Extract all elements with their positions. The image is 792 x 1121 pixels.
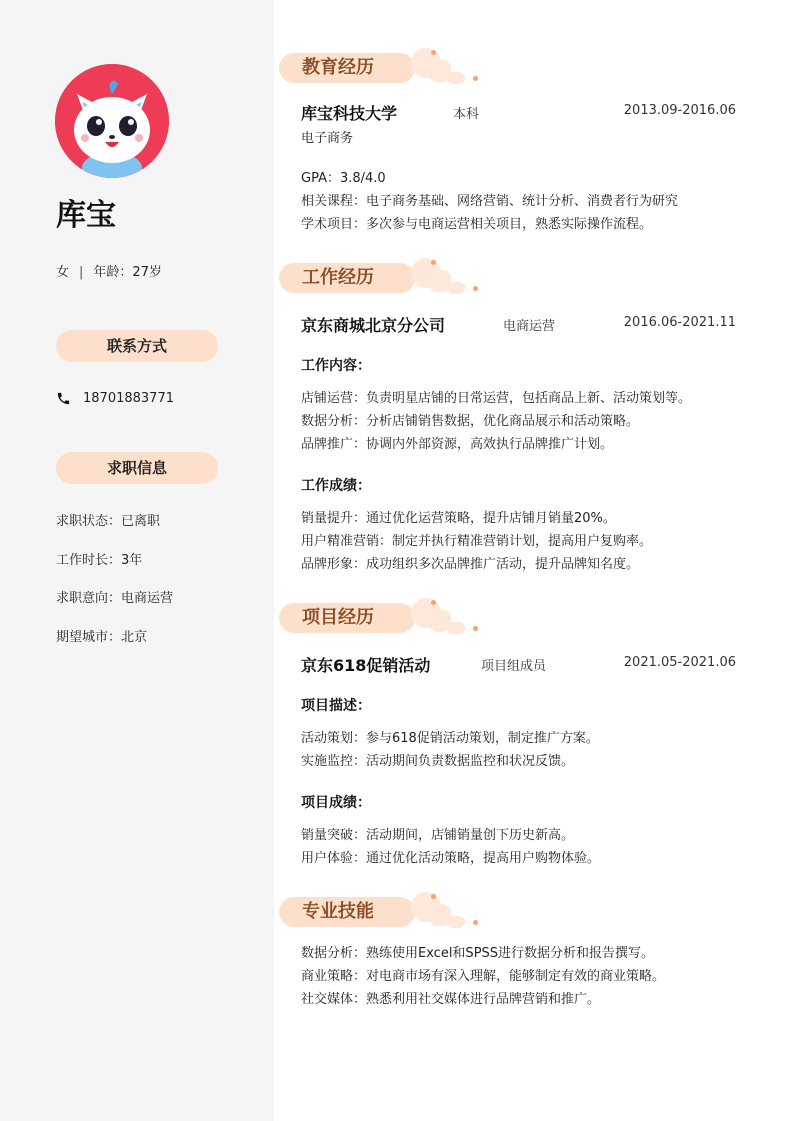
project-line: 销量突破：活动期间，店铺销量创下历史新高。 <box>301 828 575 843</box>
work-line: 品牌形象：成功组织多次品牌推广活动，提升品牌知名度。 <box>301 557 640 572</box>
contact-heading: 联系方式 <box>56 330 218 362</box>
work-line: 品牌推广：协调内外部资源，高效执行品牌推广计划。 <box>301 437 614 452</box>
work-line: 店铺运营：负责明星店铺的日常运营，包括商品上新、活动策划等。 <box>301 391 692 406</box>
skill-line: 数据分析：熟练使用Excel和SPSS进行数据分析和报告撰写。 <box>301 946 655 961</box>
basic-info <box>56 261 162 280</box>
list-item <box>56 512 173 551</box>
cat-mascot-icon <box>55 64 169 178</box>
work-line: 用户精准营销：制定并执行精准营销计划，提高用户复购率。 <box>301 534 653 549</box>
list-item <box>56 628 173 667</box>
section-heading-skills <box>279 892 479 932</box>
heading-dot <box>473 286 478 291</box>
heading-dot <box>473 920 478 925</box>
section-title: 项目经历 <box>302 607 374 628</box>
heading-dot <box>431 260 436 265</box>
job-intent-heading: 求职信息 <box>56 452 218 484</box>
work-achievements-title: 工作成绩： <box>301 478 371 494</box>
major: 电子商务 <box>301 131 354 146</box>
company-name: 京东商城北京分公司 <box>301 316 446 335</box>
heading-deco <box>447 72 465 84</box>
edu-line: GPA：3.8/4.0 <box>301 171 386 186</box>
project-results-title: 项目成绩： <box>301 795 371 811</box>
degree: 本科 <box>453 107 480 122</box>
project-name: 京东618促销活动 <box>301 656 431 675</box>
heading-dot <box>473 76 478 81</box>
school-name: 库宝科技大学 <box>301 104 398 123</box>
section-title: 专业技能 <box>302 901 374 922</box>
skill-line: 商业策略：对电商市场有深入理解，能够制定有效的商业策略。 <box>301 969 666 984</box>
heading-dot <box>431 894 436 899</box>
item-value: 3年 <box>121 552 143 568</box>
item-value: 已离职 <box>121 514 161 529</box>
phone-row <box>56 391 174 406</box>
phone-icon <box>56 391 71 406</box>
section-title: 教育经历 <box>302 57 374 78</box>
edu-line: 学术项目：多次参与电商运营相关项目，熟悉实际操作流程。 <box>301 217 653 232</box>
age-value: 27岁 <box>132 265 162 280</box>
item-label: 工作时长： <box>56 552 122 568</box>
work-line: 销量提升：通过优化运营策略，提升店铺月销量20%。 <box>301 511 616 526</box>
item-label: 期望城市： <box>56 629 122 645</box>
project-role: 项目组成员 <box>481 659 547 674</box>
date-range: 2013.09-2016.06 <box>623 103 736 118</box>
work-content-title: 工作内容： <box>301 358 371 374</box>
item-label: 求职状态： <box>56 514 122 529</box>
heading-deco <box>447 622 465 634</box>
project-line: 实施监控：活动期间负责数据监控和状况反馈。 <box>301 754 575 769</box>
work-line: 数据分析：分析店铺销售数据，优化商品展示和活动策略。 <box>301 414 640 429</box>
item-value: 电商运营 <box>121 591 174 606</box>
heading-dot <box>473 626 478 631</box>
heading-deco <box>447 916 465 928</box>
work-entry <box>301 313 736 337</box>
section-heading-work <box>279 258 479 298</box>
project-line: 用户体验：通过优化活动策略，提高用户购物体验。 <box>301 851 601 866</box>
project-entry <box>301 653 736 677</box>
heading-deco <box>447 282 465 294</box>
date-range: 2021.05-2021.06 <box>623 655 736 670</box>
item-value: 北京 <box>121 629 148 645</box>
job-intent-list <box>56 512 173 666</box>
edu-line: 相关课程：电子商务基础、网络营销、统计分析、消费者行为研究 <box>301 194 679 209</box>
section-heading-education <box>279 48 479 88</box>
date-range: 2016.06-2021.11 <box>623 315 736 330</box>
job-role: 电商运营 <box>503 319 556 334</box>
project-desc-title: 项目描述： <box>301 698 371 714</box>
candidate-name: 库宝 <box>56 198 116 233</box>
list-item <box>56 589 173 628</box>
section-title: 工作经历 <box>302 267 374 288</box>
item-label: 求职意向： <box>56 591 122 606</box>
heading-dot <box>431 50 436 55</box>
age-label: 年龄： <box>93 265 133 280</box>
education-entry <box>301 101 736 125</box>
skill-line: 社交媒体：熟悉利用社交媒体进行品牌营销和推广。 <box>301 992 601 1007</box>
heading-dot <box>431 600 436 605</box>
project-line: 活动策划：参与618促销活动策划，制定推广方案。 <box>301 731 599 746</box>
separator: | <box>79 265 84 280</box>
list-item <box>56 551 173 590</box>
section-heading-project <box>279 598 479 638</box>
gender: 女 <box>56 265 70 280</box>
phone-number[interactable]: 18701883771 <box>83 391 174 406</box>
avatar <box>55 64 169 178</box>
